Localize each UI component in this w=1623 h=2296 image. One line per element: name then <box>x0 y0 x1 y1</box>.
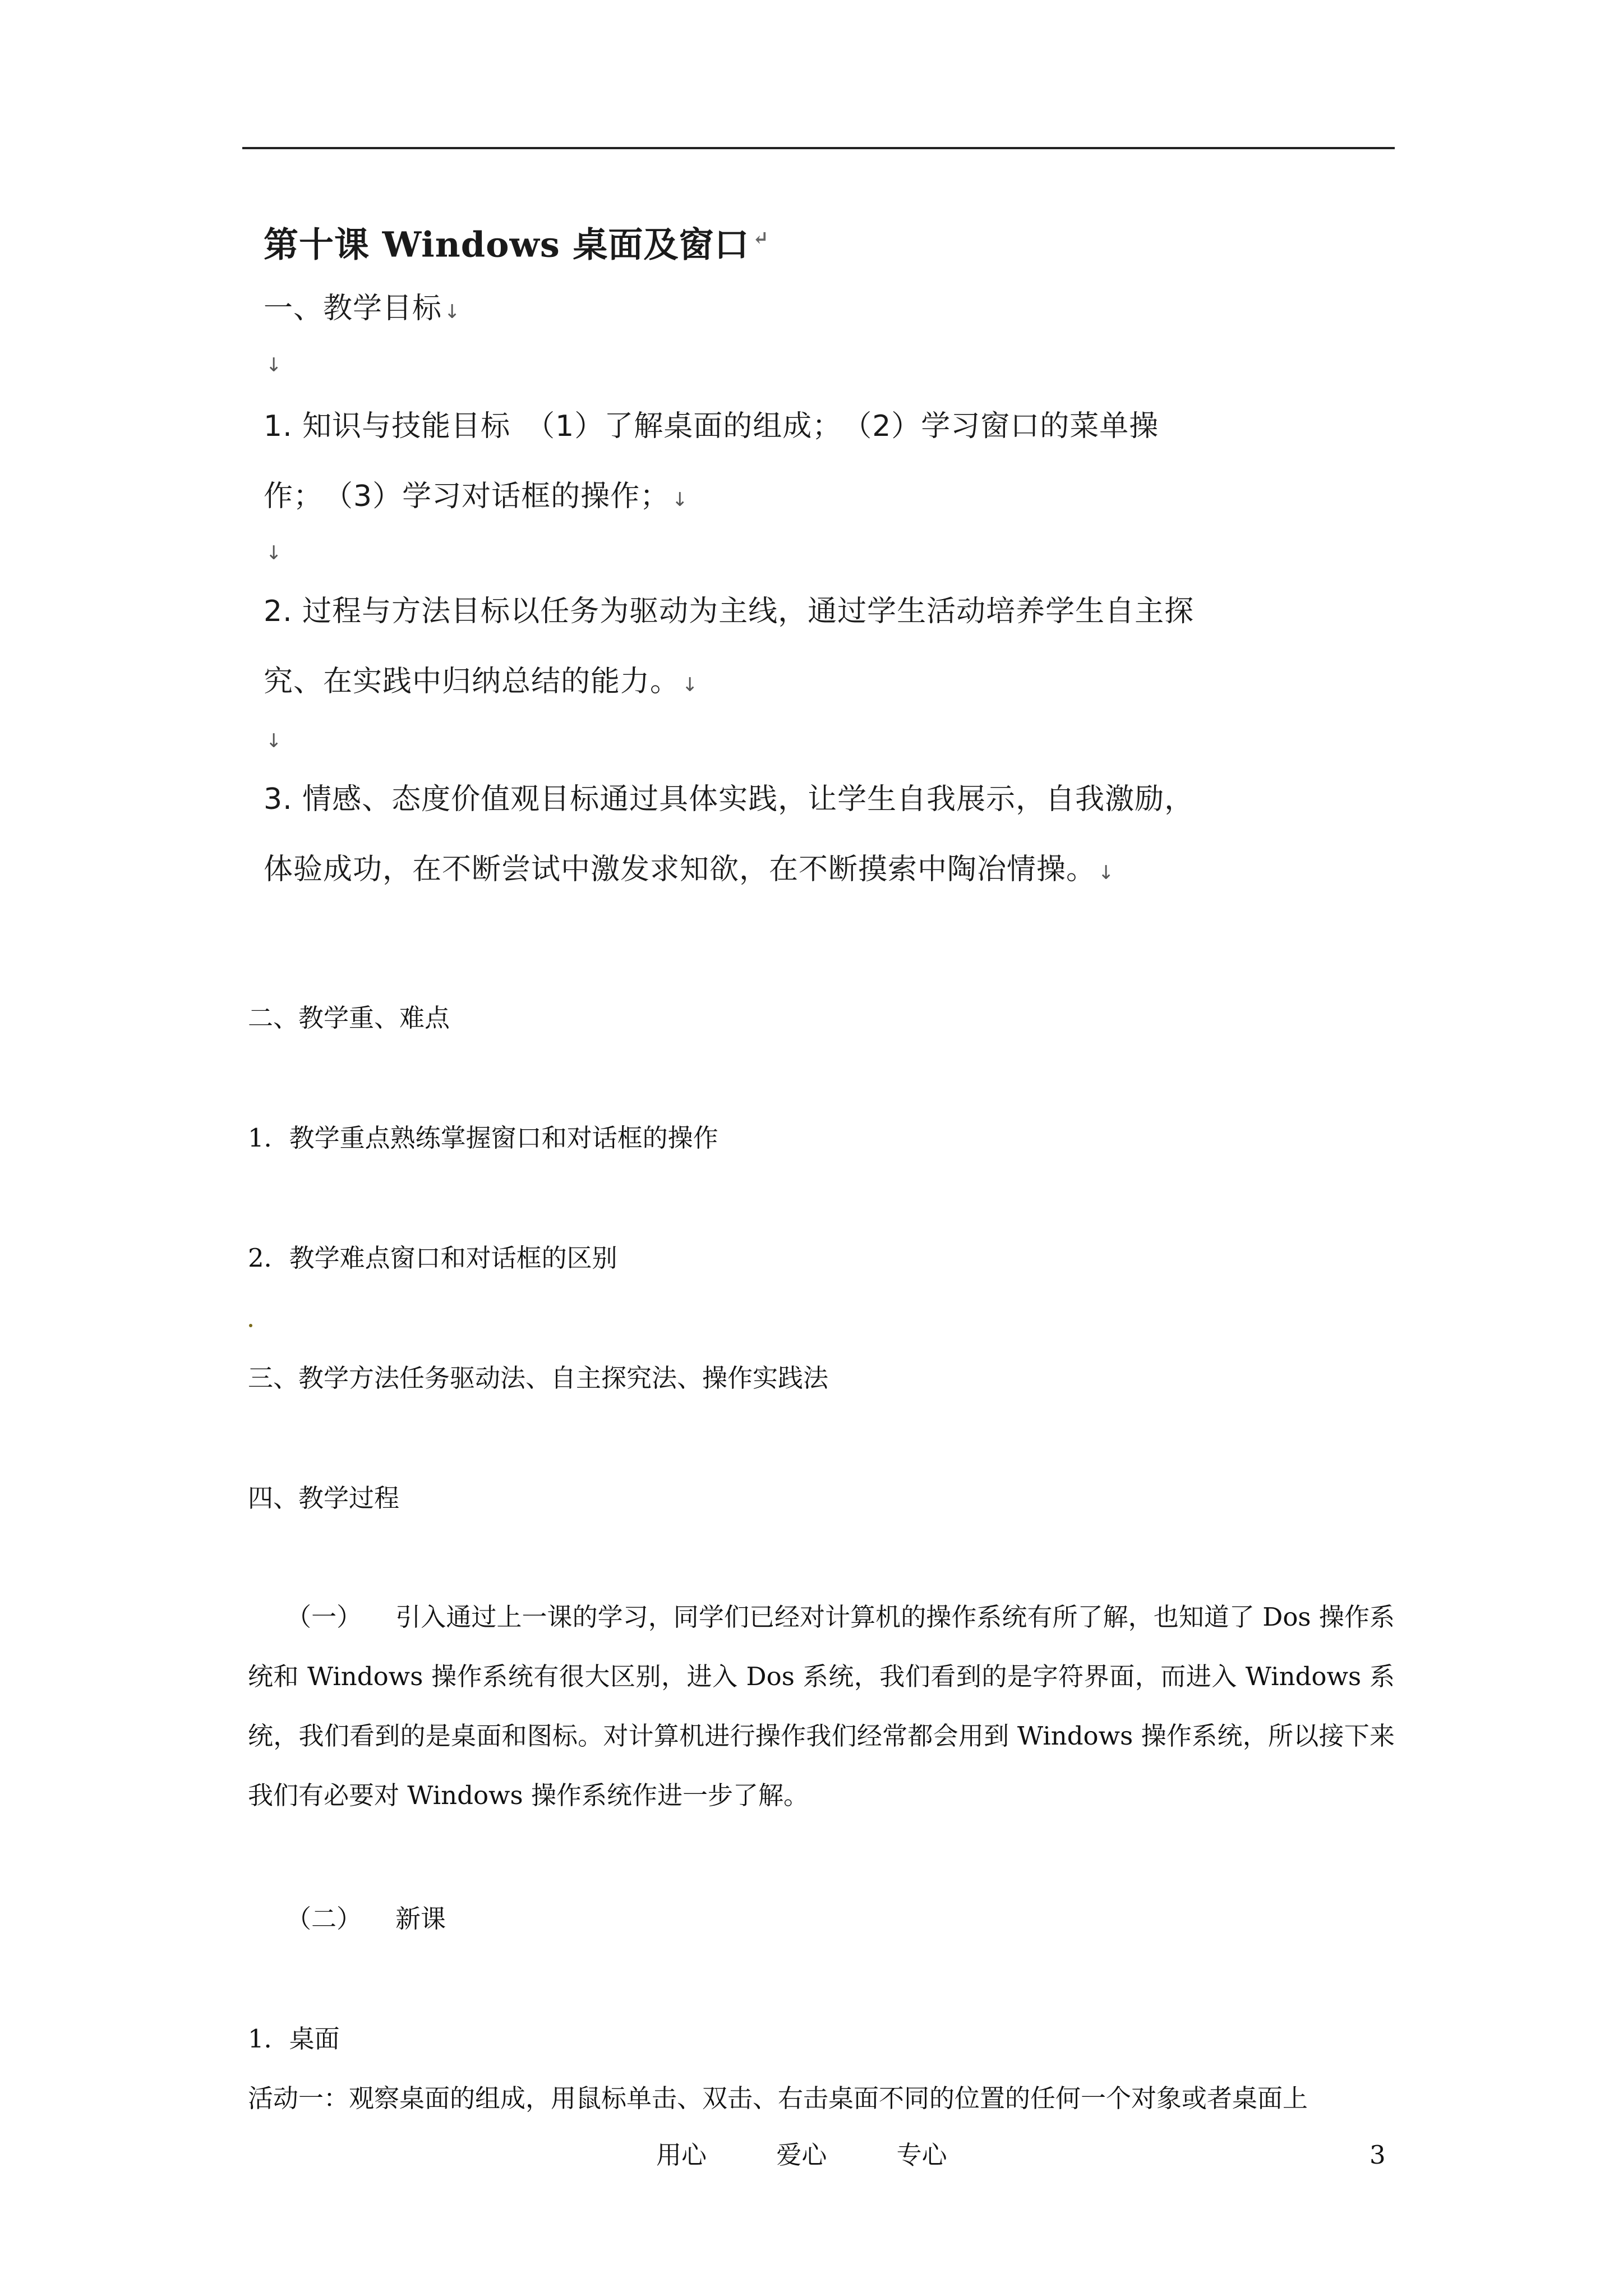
paragraph-mark: ↓ <box>1098 862 1115 884</box>
stray-dot <box>249 1324 252 1327</box>
objective-1-line-1 <box>264 407 1159 446</box>
empty-paragraph <box>264 530 283 573</box>
paragraph-mark: ↓ <box>266 354 283 376</box>
paragraph-mark: ↓ <box>444 301 461 323</box>
lesson-title <box>264 216 769 268</box>
page-number: 3 <box>1370 2140 1386 2170</box>
section-2-item-2: 2．教学难点窗口和对话框的区别 <box>248 1243 617 1273</box>
objective-3-line-1 <box>264 780 1194 819</box>
objectives-heading-text: 一、教学目标 <box>264 292 442 325</box>
intro-label: （一） <box>286 1602 362 1632</box>
section-2-item-1: 1．教学重点熟练掌握窗口和对话框的操作 <box>248 1123 718 1153</box>
objective-3-text-b: 体验成功，在不断尝试中激发求知欲，在不断摸索中陶冶情操。 <box>264 853 1096 886</box>
empty-paragraph <box>264 718 283 761</box>
footer-motto: 爱心 <box>776 2140 827 2170</box>
objective-3-text-a: 3. 情感、态度价值观目标通过具体实践，让学生自我展示，自我激励， <box>264 783 1195 816</box>
paragraph-mark: ↓ <box>266 730 283 752</box>
objective-2-line-2 <box>264 662 699 705</box>
section-3-heading: 三、教学方法任务驱动法、自主探究法、操作实践法 <box>248 1363 829 1393</box>
empty-paragraph <box>264 342 283 385</box>
lesson-title-text: 第十课 Windows 桌面及窗口 <box>264 224 750 265</box>
new-lesson-label: （二） <box>286 1904 362 1934</box>
objective-1-text-b: 作； （3）学习对话框的操作； <box>264 480 670 513</box>
new-lesson-text: 新课 <box>395 1904 446 1934</box>
desktop-heading: 1．桌面 <box>248 2024 340 2054</box>
scanned-objectives-image <box>264 216 1217 889</box>
footer-motto: 用心 <box>656 2140 707 2170</box>
return-mark: ↵ <box>753 227 769 250</box>
paragraph-mark: ↓ <box>672 489 689 511</box>
objective-2-line-1 <box>264 592 1194 631</box>
footer-mottos <box>656 2138 1009 2172</box>
section-2-heading: 二、教学重、难点 <box>248 1003 450 1033</box>
intro-text: 引入通过上一课的学习，同学们已经对计算机的操作系统有所了解，也知道了 Dos 操作系统和 Windows 操作系统有很大区别，进入 Dos 系统，我们看到的是字符界面，而进入 Windows 系统，我们看到的是桌面和图标。对计算机进行操作我们经常都会用到 Windows 操作系统，所以接下来我们有必要对 Windows 操作系统作进一步了解。 <box>248 1602 1395 1810</box>
intro-paragraph <box>248 1588 1395 1825</box>
objective-2-text-b: 究、在实践中归纳总结的能力。 <box>264 665 680 698</box>
new-lesson-line <box>286 1902 446 1936</box>
objective-2-text-a: 2. 过程与方法目标以任务为驱动为主线，通过学生活动培养学生自主探 <box>264 595 1195 628</box>
paragraph-mark: ↓ <box>682 674 699 696</box>
paragraph-mark: ↓ <box>266 542 283 564</box>
header-rule <box>242 147 1395 149</box>
objective-3-line-2 <box>264 850 1115 892</box>
footer-motto: 专心 <box>896 2140 947 2170</box>
objective-1-text-a: 1. 知识与技能目标 （1）了解桌面的组成； （2）学习窗口的菜单操 <box>264 409 1159 443</box>
objective-1-line-2 <box>264 477 689 519</box>
section-4-heading: 四、教学过程 <box>248 1483 400 1513</box>
activity-one-text: 活动一：观察桌面的组成，用鼠标单击、双击、右击桌面不同的位置的任何一个对象或者桌面上 <box>248 2083 1308 2113</box>
objectives-heading <box>264 289 461 332</box>
